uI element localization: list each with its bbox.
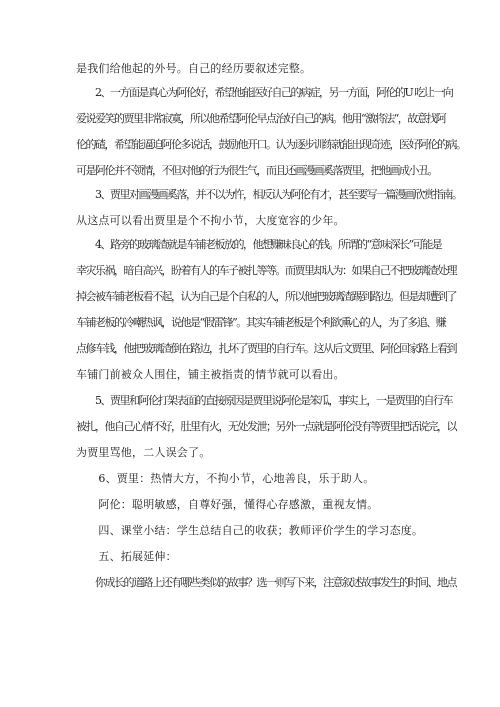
text-line: 被扎，他自己心情不好，肚里有火，无处发泄；另外一点就是阿伦没有等贾里把话说完，以 (76, 420, 456, 433)
text-line: 4、路旁的玻璃渣就是车铺老板放的，他想赚昧良心的钱。所谓的“意味深长”可能是 (76, 238, 442, 251)
text-line: 为贾里骂他，二人误会了。 (76, 446, 211, 459)
text-line: 点修车钱，他把玻璃渣倒在路边，扎坏了贾里的自行车。这从后文贾里、阿伦回家路上看到 (76, 342, 456, 355)
text-line: 2、一方面是真心为阿伦好，希望他能医好自己的病症，另一方面，阿伦的U 吃让一向 (76, 86, 453, 99)
text-line: 可是阿伦并不领情，不但对他的行为很生气，而且还画漫画奚落贾里，把他画成小丑。 (76, 164, 437, 177)
text-line: 五、拓展延伸： (76, 550, 177, 563)
text-line: 从这点可以看出贾里是个不拘小节，大度宽容的少年。 (76, 214, 345, 227)
text-line: 四、课堂小结：学生总结自己的收获；教师评价学生的学习态度。 (76, 524, 424, 537)
text-line: 幸灾乐祸，暗自高兴，盼着有人的车子被扎等等。而贾里却认为：如果自己不把玻璃渣处理 (76, 264, 456, 277)
text-line: 5、贾里和阿伦打架表面的直接原因是贾里说阿伦是笨瓜，事实上，一是贾里的自行车 (76, 394, 452, 407)
text-line: 你成长的道路上还有哪些类似的故事？选一则写下来，注意叙述故事发生的时间、地点 (76, 576, 456, 589)
text-line: 车铺门前被众人围住，铺主被指责的情节就可以看出。 (76, 368, 345, 381)
text-line: 是我们给他起的外号。自己的经历要叙述完整。 (76, 62, 312, 75)
text-line: 伦的碴，希望能逼迫阿伦多说话，鼓励他开口。认为逐步训练就能出现奇迹，医好阿伦的病。 (76, 138, 466, 151)
text-line: 爱说爱笑的贾里非常寂寞，所以他希望阿伦早点治好自己的病。他用“激将法“，故意找阿 (76, 112, 446, 125)
text-line: 掉会被车铺老板看不起，认为自己是个自私的人，所以他把玻璃渣踢到路边。但是却遭到了 (76, 290, 456, 303)
text-line: 阿伦：聪明敏感，自尊好强，懂得心存感激，重视友情。 (76, 498, 379, 511)
text-line: 车铺老板的冷嘲热讽，说他是“假雷锋”。其实车铺老板是个利欲熏心的人，为了多追、赚 (76, 316, 446, 329)
text-line: 3、贾里对画漫画奚落，并不以为忤，相反认为阿伦有才，甚至要写一篇漫画欣赏指南。 (76, 188, 462, 201)
text-line: 6、贾里：热情大方，不拘小节，心地善良，乐于助人。 (76, 472, 375, 485)
